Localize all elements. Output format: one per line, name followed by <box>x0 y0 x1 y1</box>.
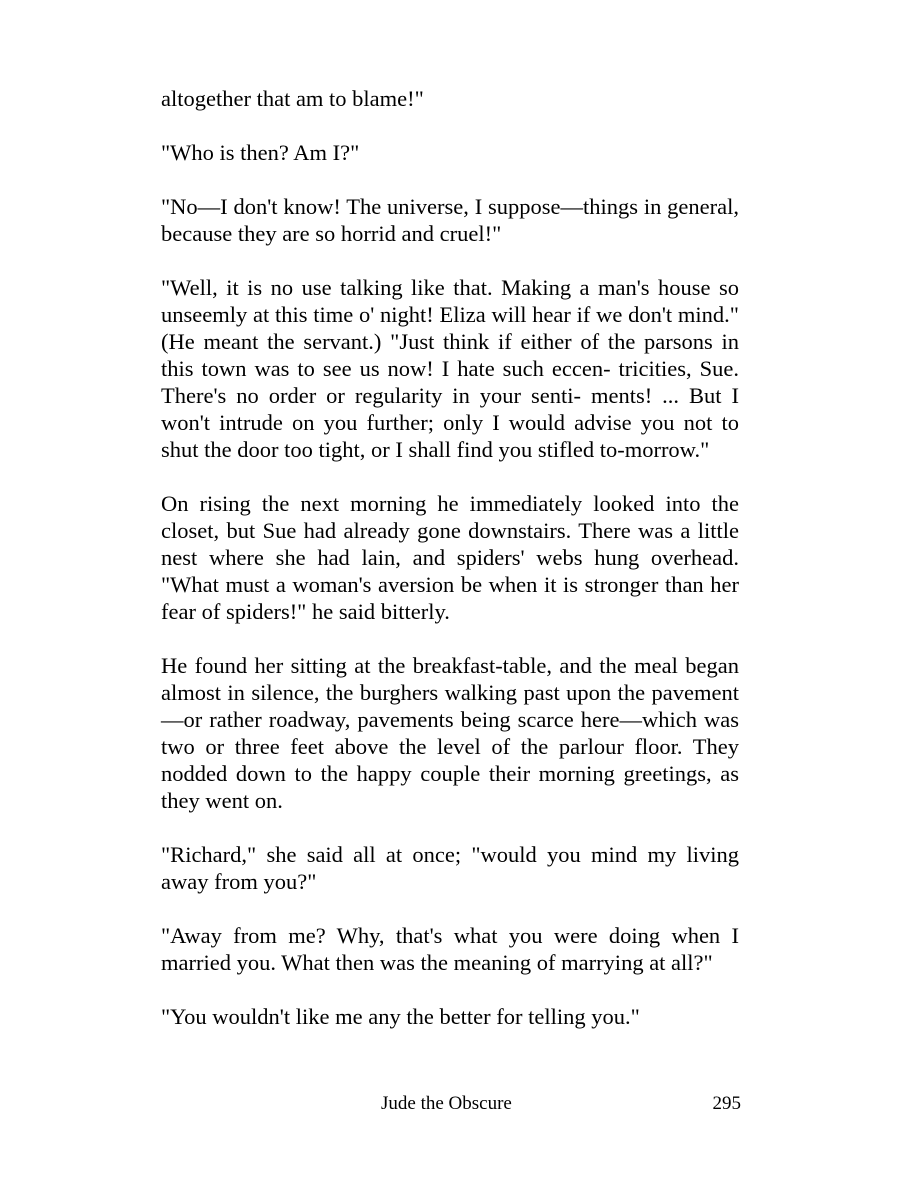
page-number: 295 <box>712 1093 741 1114</box>
paragraph-3: "No—I don't know! The universe, I suppose—things in general, because they are so horrid and cruel!" <box>161 194 739 246</box>
paragraph-1: altogether that am to blame!" <box>161 86 424 111</box>
paragraph-8: "Away from me? Why, that's what you were doing when I married you. What then was the meaning of marrying at all?" <box>161 923 739 975</box>
paragraph-9: "You wouldn't like me any the better for telling you." <box>161 1004 640 1029</box>
paragraph-4: "Well, it is no use talking like that. Making a man's house so unseemly at this time o' night! Eliza will hear if we don't mind." (He meant the servant.) "Just think if either of the parsons in this town was to see us now! I hate such eccen- tricities, Sue. There's no order or regularity in your senti- ments! ... But I won't intrude on you further; only I would advise you not to shut the door too tight, or I shall find you stifled to-morrow." <box>161 275 739 462</box>
running-title: Jude the Obscure <box>381 1093 512 1114</box>
paragraph-7: "Richard," she said all at once; "would you mind my living away from you?" <box>161 842 739 894</box>
paragraph-2: "Who is then? Am I?" <box>161 140 360 165</box>
paragraph-5: On rising the next morning he immediately looked into the closet, but Sue had already gone downstairs. There was a little nest where she had lain, and spiders' webs hung overhead. "What must a woman's aversion be when it is stronger than her fear of spiders!" he said bitterly. <box>161 491 739 624</box>
paragraph-6: He found her sitting at the breakfast-table, and the meal began almost in silence, the burghers walking past upon the pavement—or rather roadway, pavements being scarce here—which was two or three feet above the level of the parlour floor. They nodded down to the happy couple their morning greetings, as they went on. <box>161 653 739 813</box>
page-footer <box>161 1093 741 1119</box>
page-body <box>161 85 739 1057</box>
